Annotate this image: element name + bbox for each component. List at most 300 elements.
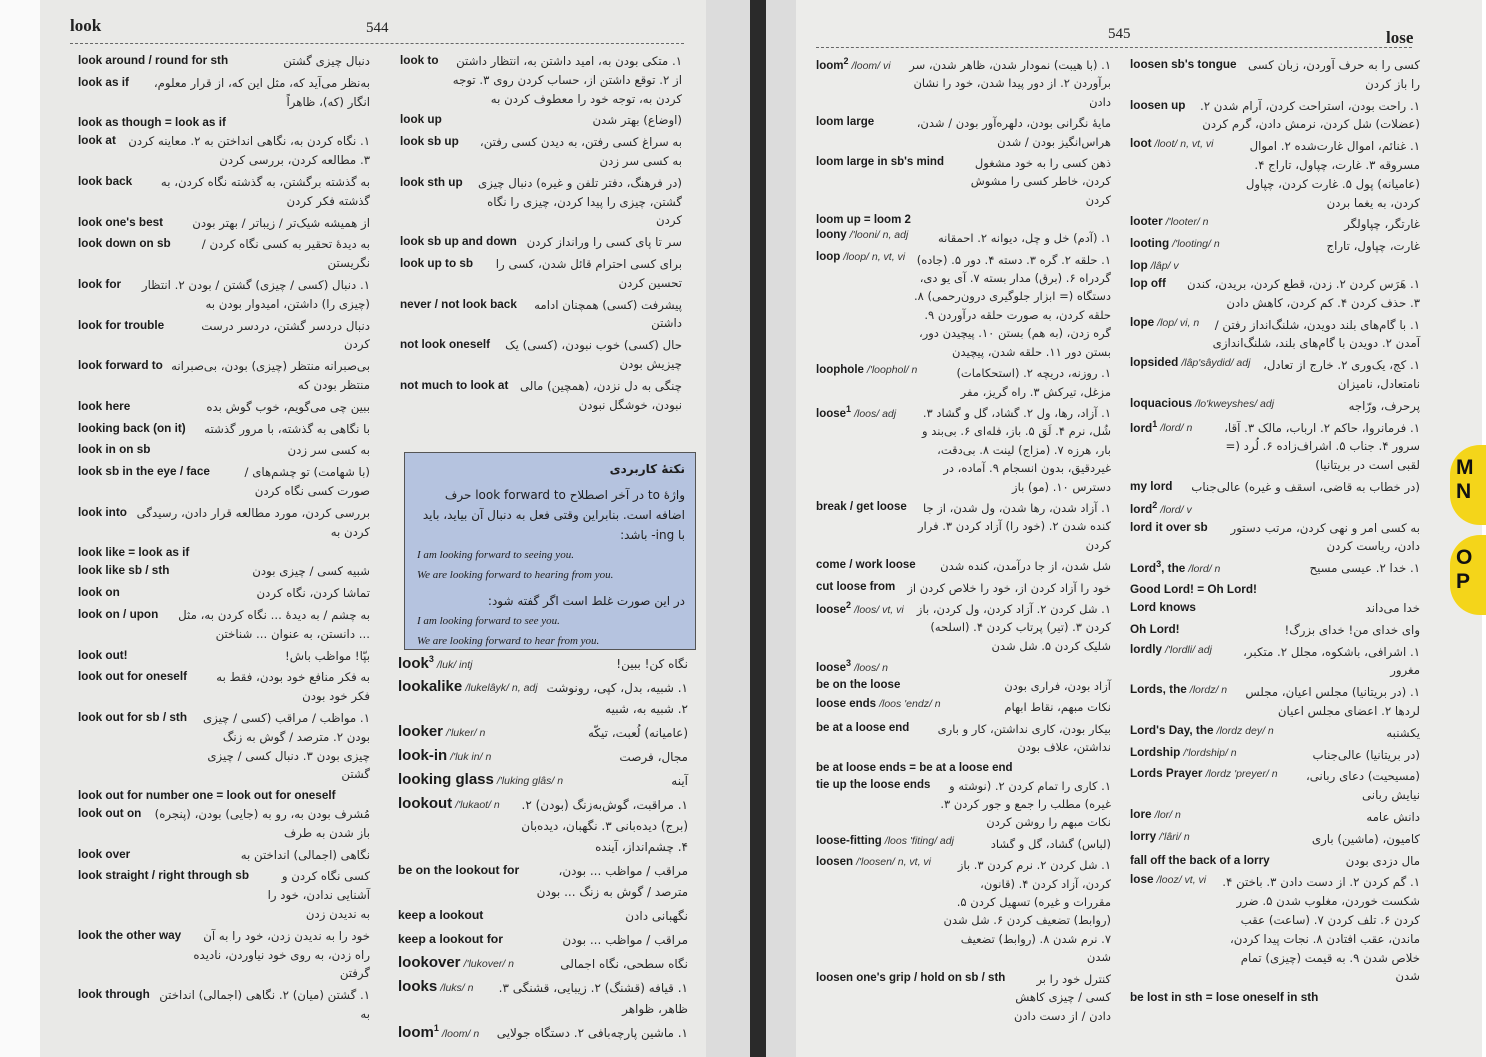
headword-text: lose (1130, 873, 1154, 887)
entry-definition: ۱. شل کردن ۲. آزاد کردن، ول کردن، باز کردن ۳. (تیر) پرتاب کردن ۴. (اسلحه) شلیک کردن ۵. شل شدن (916, 601, 1111, 653)
dictionary-entry (78, 668, 370, 706)
headword-text: lookout (398, 795, 453, 812)
entry-definition: ببین چی می‌گویم، خوب گوش بده (206, 399, 370, 414)
pronunciation: /lordz 'preyer/ n (1205, 768, 1278, 781)
dictionary-entry (816, 212, 1111, 226)
entry-headword (78, 357, 163, 372)
headword-text: lopsided (1130, 356, 1179, 370)
entry-headword (1130, 316, 1199, 329)
pronunciation: /loom/ n (441, 1028, 480, 1040)
dictionary-entry (816, 777, 1111, 832)
dictionary-entry (398, 678, 688, 720)
entry-definition: ۱. راحت بودن، استراحت کردن، آرام شدن ۲. (عضلات) شل کردن، نرمش دادن، گرم کردن (1199, 98, 1420, 132)
headword-text: look up (400, 113, 442, 127)
entry-headword (398, 771, 563, 788)
entry-headword (78, 562, 169, 577)
entry-headword (1130, 989, 1318, 1004)
headword-text: break / get loose (816, 500, 907, 513)
headword-text: loose-fitting (816, 834, 882, 847)
dictionary-entry (78, 562, 370, 581)
dictionary-entry (816, 600, 1111, 655)
pronunciation: /loop/ n, vt, vi (843, 250, 906, 263)
headword-text: look one's best (78, 215, 164, 229)
entry-definition: ۱. نگاه کردن به، نگاهی انداختن به ۲. معاینه کردن ۳. مطالعه کردن، بررسی کردن (128, 134, 370, 168)
dictionary-entry (78, 463, 370, 501)
entry-headword (816, 364, 917, 376)
dictionary-entry (1130, 419, 1420, 475)
entry-definition: ۱. شبیه، بدل، کپی، رونوشت ۲. شبیه به، شبیه (546, 681, 688, 716)
headword-text: lookover (398, 954, 461, 971)
pronunciation: /lor/ n (1154, 809, 1181, 821)
pronunciation: /'loosen/ n, vt, vi (856, 856, 932, 869)
homograph-number: 3 (1156, 559, 1162, 570)
entry-definition: نگاه سطحی، نگاه اجمالی (560, 957, 688, 971)
headword-text: Good Lord! = Oh Lord! (1130, 583, 1257, 597)
entry-definition: ۱. متکی بودن به، امید داشتن به، انتظار داشتن از ۲. توقع داشتن از، حساب کردن روی ۳. توجه کردن به، توجه خود را معطوف کردن به (452, 54, 682, 106)
headword-text: looting (1130, 237, 1170, 251)
headword-text: lordly (1130, 642, 1162, 656)
dictionary-entry (398, 954, 688, 975)
dictionary-entry (1130, 559, 1420, 578)
headword-text: looking glass (398, 771, 494, 788)
right-page (796, 0, 1482, 1057)
headword-text: be lost in sth = lose oneself in sth (1130, 991, 1319, 1005)
entry-definition: به چشم / به دیدهٔ ... نگاه کردن به، مثل ... دانستن، به عنوان ... شناختن (178, 607, 370, 641)
entry-definition: ۱. گم کردن ۲. از دست دادن ۳. باختن ۴. شکست خوردن، مغلوب شدن ۵. ضرر کردن ۶. تلف کردن ۷. (ساعت) عقب ماندن، عقب افتادن ۸. نجات پیدا کردن، خلاص شدن ۹. به قیمت (چیزی) تمام شدن (1222, 875, 1420, 984)
headword-text: look like = look as if (78, 546, 190, 560)
dictionary-entry (400, 52, 682, 108)
dictionary-entry (1130, 808, 1420, 827)
entry-definition: چنگی به دل نزدن، (همچین) مالی نبودن، خوشگل نبودن (520, 378, 682, 412)
entry-headword (398, 654, 472, 672)
entry-definition: (در بریتانیا) عالی‌جناب (1312, 747, 1420, 762)
headword-text: look for (78, 277, 122, 291)
entry-headword (1130, 137, 1214, 150)
dictionary-entry (1130, 683, 1420, 721)
entry-definition: ۱. ماشین پارچه‌بافی ۲. دستگاه جولایی (496, 1026, 688, 1040)
entry-definition: ۱. قیافه (قشنگ) ۲. زیبایی، قشنگی ۳. ظاهر، ظواهر (498, 981, 688, 1016)
left-column-b (400, 52, 682, 417)
dictionary-entry (400, 111, 682, 130)
headword-text: look at (78, 134, 116, 148)
thumb-index-tab-op[interactable] (1450, 535, 1486, 615)
entry-definition: کسی نگاه کردن و آشنایی ندادن، خود را به ندیدن زدن (267, 869, 370, 922)
dictionary-entry (400, 377, 682, 415)
entry-headword (1130, 519, 1208, 534)
dictionary-entry (400, 296, 682, 334)
entry-headword (78, 584, 120, 599)
headword-text: loose (816, 662, 847, 675)
headword-text: lope (1130, 315, 1155, 329)
pronunciation: /loos/ adj (854, 407, 897, 420)
headword-text: look for trouble (78, 318, 165, 332)
dictionary-entry (816, 404, 1111, 496)
entry-definition: شل شدن، از جا درآمدن، کنده شدن (940, 559, 1111, 574)
headword-text: be at a loose end (816, 721, 910, 734)
entry-headword (400, 52, 439, 67)
dictionary-entry (78, 114, 370, 129)
dictionary-entry (816, 835, 1111, 853)
headword-text: be on the lookout for (398, 863, 520, 877)
dictionary-entry (816, 658, 1111, 674)
pronunciation: /'luk in/ n (450, 751, 492, 763)
entry-definition: از همیشه شیک‌تر / زیباتر / بهتر بودن (192, 215, 370, 230)
entry-headword (1130, 581, 1257, 596)
entry-definition: پرحرف، ورّاجه (1348, 398, 1420, 413)
dictionary-entry (78, 867, 370, 923)
gutter-shadow (750, 0, 766, 1057)
thumb-index-tab-mn[interactable] (1450, 445, 1486, 525)
entry-definition: ۱. خدا ۲. عیسی مسیح (1309, 561, 1420, 576)
entry-headword (1130, 599, 1196, 614)
dictionary-entry (816, 499, 1111, 554)
entry-headword (78, 132, 116, 147)
left-header-word: look (70, 16, 102, 35)
headword-text: look sb in the eye / face (78, 465, 210, 479)
dictionary-entry (398, 861, 688, 903)
entry-headword (398, 678, 538, 695)
pronunciation: /luks/ n (440, 982, 474, 994)
entry-definition: ۱. غنائم، اموال غارت‌شده ۲. اموال مسروقه ۳. غارت، چپاول، تاراج ۴. (عامیانه) پول ۵. غارت کردن، چپاول کردن، به یغما بردن (1245, 139, 1420, 210)
headword-text: look to (400, 54, 439, 67)
entry-definition: ۱. هَرَس کردن ۲. زدن، قطع کردن، بریدن، کندن ۳. حذف کردن ۴. کم کردن، کاهش دادن (1186, 276, 1420, 310)
entry-definition: ۱. حلقه ۲. گره ۳. دسته ۴. دور ۵. (جاده) گردراه ۶. (برق) مدار بسته ۷. آی یو دی، دستگاه (= ابزار جلوگیری درون‌رحمی) ۸. حلقه کردن، به صورت حلقه درآوردن ۹. گره زدن، (به هم) بستن ۱۰. پیچیدن دور، بستن دور ۱۱. حلقه شدن، پیچیدن (913, 252, 1111, 359)
outer-margin (0, 0, 40, 1057)
headword-text: look-in (398, 747, 448, 764)
entry-headword (816, 970, 1005, 984)
entry-definition: مال دزدی بودن (1345, 853, 1420, 868)
dictionary-entry (1130, 215, 1420, 234)
entry-headword (1130, 419, 1192, 435)
dictionary-entry (816, 720, 1111, 757)
entry-headword (400, 111, 442, 126)
entry-definition: دانش عامه (1366, 810, 1420, 824)
headword-text: loom (816, 59, 844, 72)
entry-definition: سر تا پای کسی را ورانداز کردن (526, 235, 682, 250)
headword-text: loosen one's grip / hold on sb / sth (816, 971, 1006, 984)
pronunciation: /'looni/ n, adj (849, 229, 909, 242)
pronunciation: /'lordli/ adj (1165, 643, 1212, 656)
headword-text: look as though = look as if (78, 116, 226, 130)
dictionary-entry (816, 760, 1111, 774)
headword-text: come / work loose (816, 559, 916, 572)
entry-headword (78, 398, 130, 413)
dictionary-entry (78, 235, 370, 273)
dictionary-entry (78, 276, 370, 314)
entry-definition: خدا می‌داند (1365, 601, 1420, 616)
tab-letter-p: P (1456, 570, 1471, 593)
entry-headword (816, 56, 891, 72)
headword-text: loony (816, 229, 847, 242)
usage-note-box (404, 452, 696, 650)
headword-text: lord it over sb (1130, 520, 1208, 534)
headword-text: look on / upon (78, 607, 159, 621)
headword-text: loot (1130, 137, 1152, 151)
dictionary-entry (816, 698, 1111, 716)
entry-headword (400, 133, 459, 148)
headword-text: look around / round for sth (78, 54, 229, 67)
entry-headword (816, 154, 944, 168)
headword-text: look on (78, 586, 120, 600)
entry-definition: ۱. گشتن (میان) ۲. نگاهی (اجمالی) انداختن به (159, 988, 370, 1022)
dictionary-entry (78, 441, 370, 460)
entry-headword (1130, 275, 1166, 290)
dictionary-entry (1130, 478, 1420, 497)
headword-text: loom (398, 1024, 434, 1041)
entry-headword (78, 986, 150, 1001)
right-page-number: 545 (1108, 26, 1131, 42)
entry-definition: ۱. (آدم) خل و چل، دیوانه ۲. احمقانه (937, 231, 1111, 246)
headword-text: Lords, the (1130, 683, 1187, 697)
headword-text: Lordship (1130, 745, 1181, 759)
entry-definition: مجال، فرصت (619, 750, 688, 764)
pronunciation: /'lordship/ n (1183, 746, 1237, 759)
entry-headword (816, 698, 941, 710)
entry-definition: (لباس) گشاد، گل و گشاد (990, 836, 1111, 851)
dictionary-entry (816, 229, 1111, 247)
dictionary-entry (78, 584, 370, 603)
entry-definition: برای کسی احترام قائل شدن، کسی را تحسین کردن (495, 256, 682, 290)
dictionary-entry (400, 133, 682, 171)
dictionary-entry (816, 56, 1111, 111)
headword-text: lore (1130, 808, 1152, 821)
tab-letter-m: M (1456, 456, 1474, 479)
entry-definition: نگاه کن! ببین! (616, 657, 688, 671)
usage-example-3: I am looking forward to see you. (417, 615, 560, 627)
pronunciation: /lordz dey/ n (1216, 724, 1274, 737)
entry-definition: به کسی سر زدن (287, 443, 370, 458)
dictionary-entry (1130, 989, 1420, 1004)
pronunciation: /lâp/ v (1150, 259, 1179, 272)
pronunciation: /'luking glâs/ n (496, 775, 564, 787)
entry-headword (78, 317, 164, 332)
entry-definition: مُشرف بودن به، رو به (جایی) بودن، (پنجره) باز شدن به طرف (154, 807, 370, 840)
headword-text: Lords Prayer (1130, 767, 1203, 781)
entry-headword (1130, 683, 1227, 696)
entry-definition: ۱. دنبال (کسی / چیزی) گشتن / بودن ۲. انتظار (چیزی را) داشتن، امیدوار بودن به (141, 277, 370, 311)
dictionary-entry (816, 114, 1111, 151)
tab-letter-o: O (1456, 546, 1473, 569)
pronunciation: /lord/ n (1188, 563, 1221, 576)
entry-headword (398, 747, 491, 764)
dictionary-entry (816, 677, 1111, 695)
entry-headword (398, 954, 514, 971)
dictionary-entry (1130, 356, 1420, 394)
headword-text: look straight / right through sb (78, 869, 250, 883)
pronunciation: /lop/ vi, n (1157, 316, 1200, 329)
headword-text: loose ends (816, 698, 877, 711)
homograph-number: 1 (433, 1023, 439, 1033)
entry-definition: تماشا کردن، نگاه کردن (256, 586, 370, 601)
entry-definition: ۱. مراقبت، گوش‌به‌زنگ (بودن) ۲. (برج) دیده‌بانی ۳. نگهبان، دیده‌بان ۴. چشم‌انداز، آینده (521, 798, 688, 854)
entry-definition: آزاد بودن، فراری بودن (1004, 679, 1111, 694)
dictionary-entry (398, 978, 688, 1020)
entry-headword (398, 1023, 479, 1041)
dictionary-entry (78, 357, 370, 395)
headword-text: not look oneself (400, 338, 491, 352)
dictionary-entry (78, 420, 370, 439)
pronunciation: /'looting/ n (1172, 238, 1220, 251)
entry-headword (1130, 724, 1274, 737)
headword-text: look sb up (400, 135, 459, 149)
dictionary-entry (78, 986, 370, 1024)
entry-headword (78, 668, 187, 683)
entry-headword (78, 214, 163, 229)
entry-definition: مراقب / مواظب ... بودن (562, 933, 688, 947)
pronunciation: /'luker/ n (446, 727, 486, 739)
dictionary-entry (78, 846, 370, 865)
dictionary-entry (1130, 873, 1420, 986)
dictionary-entry (400, 336, 682, 374)
pronunciation: /'lukaot/ n (455, 799, 500, 811)
headword-text: lorry (1130, 829, 1157, 843)
dictionary-entry (78, 805, 370, 843)
headword-text: look out for oneself (78, 670, 188, 684)
entry-definition: به کسی امر و نهی کردن، مرتب دستور دادن، ریاست کردن (1230, 520, 1420, 554)
entry-headword (816, 600, 904, 616)
headword-text: never / not look back (400, 297, 517, 311)
entry-definition: به دیدهٔ تحقیر به کسی نگاه کردن / نگریستن (201, 237, 370, 271)
homograph-number: 2 (846, 599, 852, 610)
headword-text: look sb up and down (400, 235, 517, 249)
headword-text: lookalike (398, 678, 463, 695)
dictionary-entry (398, 747, 688, 768)
dictionary-entry (1130, 56, 1420, 94)
headword-text: look out! (78, 648, 128, 662)
dictionary-entry (1130, 519, 1420, 557)
entry-definition: (عامیانه) لُعبت، تیکّه (587, 726, 688, 740)
headword-text: loosen sb's tongue (1130, 58, 1237, 71)
entry-definition: شبیه کسی / چیزی بودن (252, 564, 370, 579)
dictionary-entry (1130, 830, 1420, 849)
entry-definition: کسی را به حرف آوردن، زبان کسی را باز کردن (1247, 58, 1420, 91)
entry-headword (816, 251, 905, 263)
entry-definition: وای خدای من! خدای بزرگ! (1284, 622, 1420, 637)
entry-headword (1130, 767, 1278, 780)
headword-text: look forward to (78, 359, 163, 373)
headword-text: fall off the back of a lorry (1130, 853, 1270, 867)
headword-text: my lord (1130, 479, 1173, 493)
left-column-b-lower (398, 654, 688, 1047)
entry-definition: نگاهی (اجمالی) انداختن به (240, 847, 370, 862)
dictionary-entry (1130, 599, 1420, 618)
dictionary-entry (78, 52, 370, 71)
entry-headword (78, 544, 189, 559)
headword-text: not much to look at (400, 378, 509, 392)
dictionary-entry (816, 970, 1111, 1025)
entry-headword (816, 212, 911, 226)
entry-headword (78, 606, 158, 621)
dictionary-entry (816, 364, 1111, 401)
entry-headword (1130, 559, 1220, 575)
usage-note-text: واژهٔ to در آخر اصطلاح look forward to حرف اضافه است. بنابراین وقتی فعل به دنبال آن بیاید، باید با ‎-ing‎ باشد: (422, 488, 685, 542)
dictionary-entry (78, 787, 370, 802)
entry-headword (78, 74, 129, 89)
headword-text: loose (816, 407, 847, 420)
headword-text: loosen (816, 856, 854, 869)
usage-example-2: We are looking forward to hearing from you. (417, 569, 614, 581)
dictionary-entry (78, 647, 370, 666)
headword-text: look over (78, 847, 131, 861)
entry-headword (1130, 259, 1179, 272)
entry-headword (400, 255, 473, 270)
headword-text: cut loose from (816, 580, 896, 593)
dictionary-entry (1130, 259, 1420, 272)
dictionary-entry (1130, 621, 1420, 640)
entry-definition: به گذشته برگشتن، به گذشته نگاه کردن، به گذشته فکر کردن (160, 174, 370, 208)
entry-headword (78, 709, 187, 724)
headword-text: Lord's Day, the (1130, 723, 1214, 737)
dictionary-entry (78, 173, 370, 211)
entry-headword (400, 296, 517, 311)
headword-text: loom up = loom 2 (816, 214, 911, 227)
entry-headword (78, 805, 141, 820)
entry-headword (1130, 746, 1237, 759)
entry-definition: مراقب / مواظب ... بودن، مترصد / گوش به زنگ ... بودن (536, 864, 688, 899)
entry-headword (78, 420, 186, 435)
headword-suffix: , the (1161, 562, 1186, 576)
headword-text: look out on (78, 807, 142, 821)
entry-definition: کنترل خود را بر کسی / چیزی کاهش دادن / از دست دادن (1013, 971, 1111, 1023)
dictionary-entry (1130, 581, 1420, 596)
dictionary-entry (398, 723, 688, 744)
usage-example-4: We are looking forward to hear from you. (417, 635, 600, 647)
usage-note-title: نکتهٔ کاربردی (609, 462, 685, 476)
entry-headword (816, 229, 908, 241)
headword-text: look like sb / sth (78, 564, 170, 578)
tab-letter-n: N (1456, 480, 1472, 503)
entry-headword (816, 404, 896, 420)
pronunciation: /'lukover/ n (463, 958, 514, 970)
entry-definition: یکشنبه (1386, 725, 1420, 740)
dictionary-entry (400, 174, 682, 230)
pronunciation: /looz/ vt, vi (1156, 874, 1207, 887)
entry-headword (400, 377, 508, 392)
headword-text: look here (78, 399, 131, 413)
header-rule (816, 47, 1412, 48)
pronunciation: /lord/ v (1160, 503, 1192, 516)
entry-headword (1130, 56, 1237, 71)
entry-headword (816, 499, 907, 513)
entry-definition: نکات مبهم، نقاط ابهام (1004, 700, 1111, 715)
dictionary-entry (78, 214, 370, 233)
entry-headword (816, 114, 874, 128)
headword-text: look sth up (400, 175, 463, 189)
headword-text: look down on sb (78, 237, 171, 251)
left-column-a (78, 52, 370, 1027)
right-column-b (1130, 56, 1420, 1007)
pronunciation: /'loophol/ n (866, 364, 918, 377)
entry-definition: با نگاهی به گذشته، با مرور گذشته (204, 421, 370, 436)
dictionary-entry (816, 579, 1111, 597)
dictionary-entry (398, 654, 688, 675)
entry-definition: بیکار بودن، کاری نداشتن، کار و باری نداشتن، علاف بودن (937, 721, 1111, 755)
pronunciation: /lâp'sâydid/ adj (1181, 357, 1251, 370)
entry-headword (1130, 397, 1274, 410)
pronunciation: /loos/ n (854, 662, 888, 675)
entry-headword (1130, 808, 1181, 821)
dictionary-entry (1130, 746, 1420, 765)
header-rule (70, 43, 684, 44)
headword-text: loose (816, 603, 847, 616)
dictionary-entry (816, 154, 1111, 209)
entry-definition: غارتگر، چپاولگر (1344, 217, 1420, 232)
entry-headword (398, 723, 485, 740)
pronunciation: /loom/ vi (851, 59, 891, 72)
entry-headword (78, 867, 249, 882)
entry-headword (78, 114, 226, 129)
headword-text: loop (816, 250, 841, 263)
